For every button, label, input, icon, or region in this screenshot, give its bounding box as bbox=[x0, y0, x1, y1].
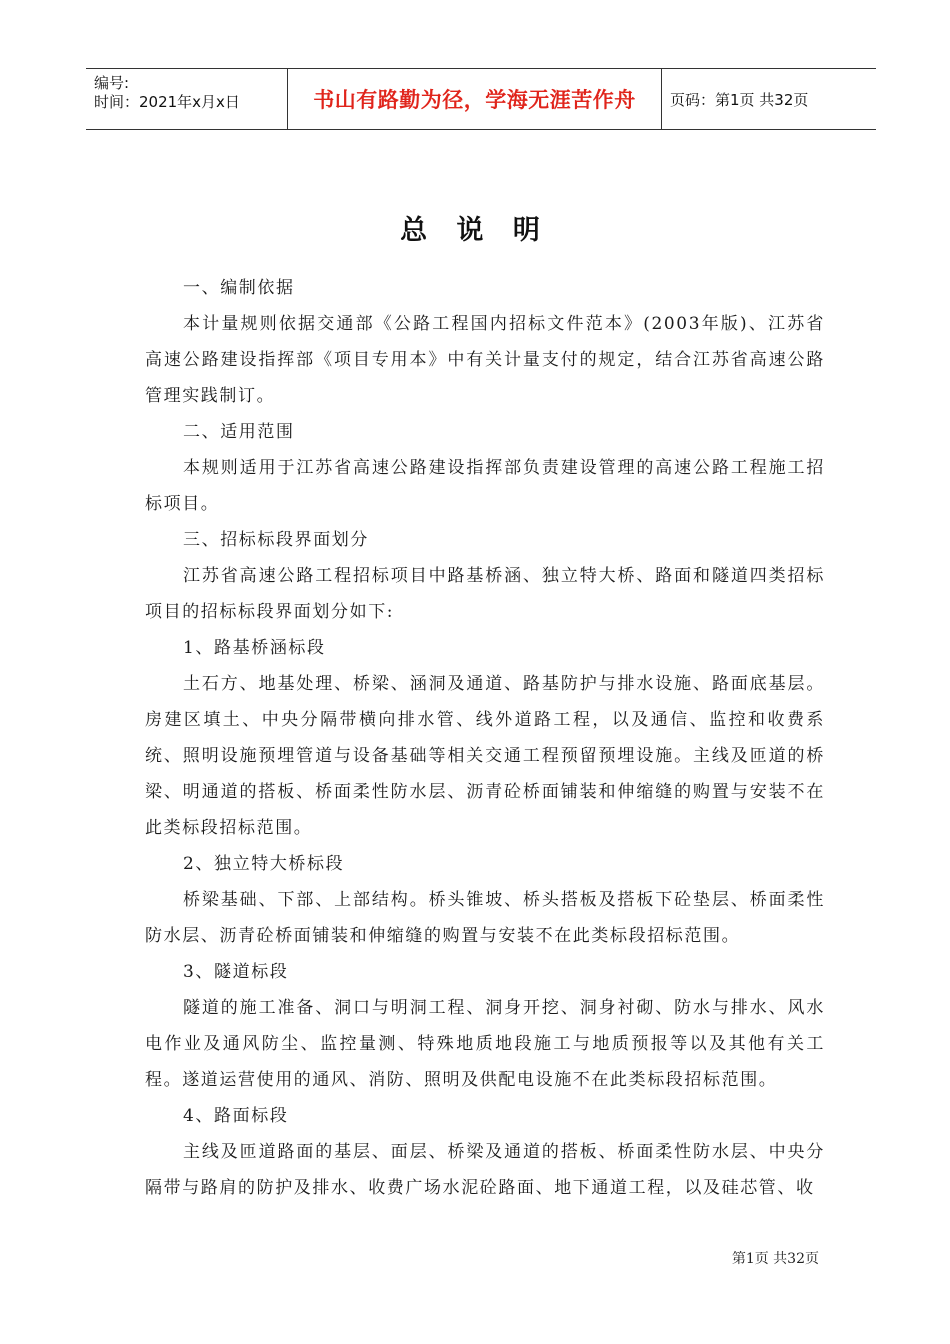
header-motto-cell bbox=[288, 69, 662, 129]
footer-page-info: 第1页 共32页 bbox=[731, 1251, 819, 1267]
number-label: 编号: bbox=[94, 74, 130, 92]
document-body bbox=[145, 270, 825, 1206]
paragraph: 本计量规则依据交通部《公路工程国内招标文件范本》(2003年版)、江苏省高速公路建设指挥部《项目专用本》中有关计量支付的规定，结合江苏省高速公路管理实践制订。 bbox=[145, 314, 825, 406]
paragraph: 3、隧道标段 bbox=[183, 962, 289, 982]
paragraph: 2、独立特大桥标段 bbox=[183, 854, 345, 874]
paragraph: 三、招标标段界面划分 bbox=[183, 530, 369, 550]
paragraph: 桥梁基础、下部、上部结构。桥头锥坡、桥头搭板及搭板下砼垫层、桥面柔性防水层、沥青砼桥面铺装和伸缩缝的购置与安装不在此类标段招标范围。 bbox=[145, 890, 825, 946]
paragraph: 隧道的施工准备、洞口与明洞工程、洞身开挖、洞身衬砌、防水与排水、风水电作业及通风防尘、监控量测、特殊地质地段施工与地质预报等以及其他有关工程。遂道运营使用的通风、消防、照明及供配电设施不在此类标段招标范围。 bbox=[145, 998, 825, 1090]
paragraph: 1、路基桥涵标段 bbox=[183, 638, 326, 658]
paragraph: 土石方、地基处理、桥梁、涵洞及通道、路基防护与排水设施、路面底基层。房建区填土、中央分隔带横向排水管、线外道路工程，以及通信、监控和收费系统、照明设施预埋管道与设备基础等相关交通工程预留预埋设施。主线及匝道的桥梁、明通道的搭板、桥面柔性防水层、沥青砼桥面铺装和伸缩缝的购置与安装不在此类标段招标范围。 bbox=[145, 674, 825, 838]
motto-text: 书山有路勤为径，学海无涯苦作舟 bbox=[313, 88, 636, 112]
paragraph: 4、路面标段 bbox=[183, 1106, 289, 1126]
header-left-cell bbox=[86, 69, 288, 129]
paragraph: 二、适用范围 bbox=[183, 422, 295, 442]
paragraph: 一、编制依据 bbox=[183, 278, 295, 298]
header-right-cell bbox=[662, 69, 876, 129]
paragraph: 江苏省高速公路工程招标项目中路基桥涵、独立特大桥、路面和隧道四类招标项目的招标标段界面划分如下: bbox=[145, 566, 825, 622]
paragraph: 本规则适用于江苏省高速公路建设指挥部负责建设管理的高速公路工程施工招标项目。 bbox=[145, 458, 825, 514]
paragraph: 主线及匝道路面的基层、面层、桥梁及通道的搭板、桥面柔性防水层、中央分隔带与路肩的防护及排水、收费广场水泥砼路面、地下通道工程，以及硅芯管、收 bbox=[145, 1142, 825, 1198]
page-header bbox=[86, 68, 876, 130]
time-label: 时间：2021年x月x日 bbox=[94, 93, 240, 111]
header-page-info: 页码：第1页 共32页 bbox=[670, 90, 809, 109]
document-title: 总 说 明 bbox=[400, 215, 550, 246]
